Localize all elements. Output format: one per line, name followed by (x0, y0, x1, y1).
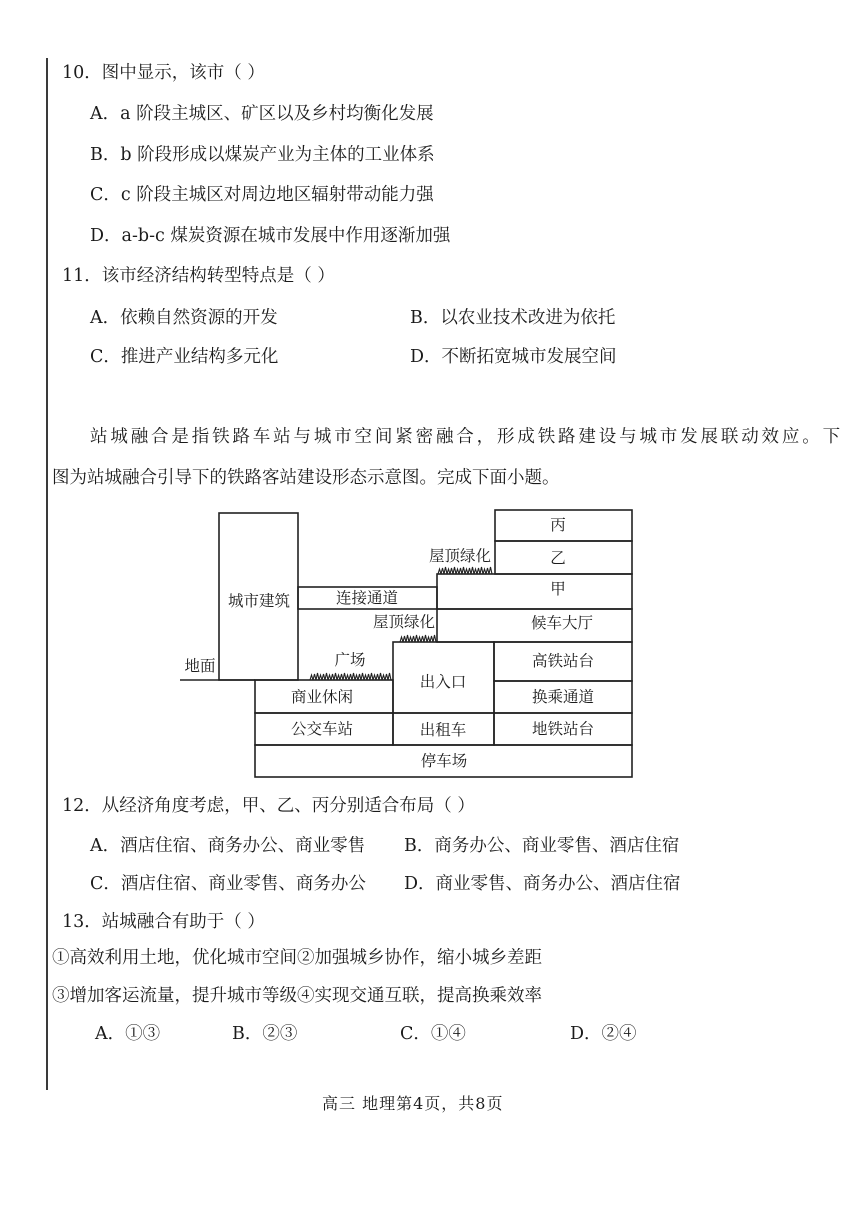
q11-option-b: B．以农业技术改进为依托 (410, 308, 616, 328)
q12-option-c: C．酒店住宿、商业零售、商务办公 (90, 874, 366, 894)
q12-stem: 12．从经济角度考虑，甲、乙、丙分别适合布局（ ） (62, 796, 475, 816)
page-footer: 高三 地理第4页，共8页 (322, 1094, 504, 1113)
metro-platform-label: 地铁站台 (531, 720, 595, 738)
plaza-label: 广场 (334, 651, 366, 669)
yi-label: 乙 (550, 549, 566, 567)
q12-option-b: B．商务办公、商业零售、酒店住宿 (404, 836, 680, 856)
roof-green-lower-grass (400, 635, 436, 642)
ground-label: 地面 (184, 657, 216, 675)
q13-stem: 13．站城融合有助于（ ） (62, 912, 265, 932)
q13-statement-3: ③增加客运流量，提升城市等级 (52, 986, 297, 1006)
passage-line-1: 站城融合是指铁路车站与城市空间紧密融合，形成铁路建设与城市发展联动效应。下 (90, 427, 843, 447)
q13-statement-1: ①高效利用土地，优化城市空间 (52, 948, 297, 968)
q13-statement-row-1 (52, 946, 542, 970)
bing-label: 丙 (550, 516, 566, 534)
q13-option-a: A．①③ (95, 1024, 161, 1044)
q11-stem: 11．该市经济结构转型特点是（ ） (62, 266, 335, 286)
roof-green-lower-label: 屋顶绿化 (372, 613, 436, 631)
q12-option-d: D．商业零售、商务办公、酒店住宿 (404, 874, 681, 894)
passage-line-2: 图为站城融合引导下的铁路客站建设形态示意图。完成下面小题。 (52, 468, 560, 488)
city-building-label: 城市建筑 (227, 592, 291, 610)
transfer-passage-label: 换乘通道 (531, 688, 595, 706)
jia-block (437, 574, 632, 609)
q13-statement-row-2 (52, 984, 542, 1008)
waiting-hall-label: 候车大厅 (530, 614, 594, 632)
q11-option-a: A．依赖自然资源的开发 (90, 308, 278, 328)
roof-green-upper-label: 屋顶绿化 (428, 547, 492, 565)
q13-option-b: B．②③ (232, 1024, 298, 1044)
bus-station-label: 公交车站 (290, 720, 354, 738)
q13-statement-4: ④实现交通互联，提高换乘效率 (297, 986, 542, 1006)
plaza-grass (310, 673, 391, 680)
commercial-leisure-label: 商业休闲 (290, 688, 354, 706)
connecting-passage-label: 连接通道 (335, 589, 399, 607)
jia-label: 甲 (550, 580, 566, 598)
q10-option-d: D．a-b-c 煤炭资源在城市发展中作用逐渐加强 (90, 226, 451, 246)
q10-option-c: C．c 阶段主城区对周边地区辐射带动能力强 (90, 185, 434, 205)
q10-stem: 10．图中显示，该市（ ） (62, 63, 265, 83)
left-margin-rule (46, 58, 48, 1090)
roof-green-upper-grass (438, 567, 492, 574)
q10-option-a: A．a 阶段主城区、矿区以及乡村均衡化发展 (90, 104, 434, 124)
hsr-platform-label: 高铁站台 (531, 652, 595, 670)
q10-option-b: B．b 阶段形成以煤炭产业为主体的工业体系 (90, 145, 435, 165)
parking-label: 停车场 (420, 752, 468, 770)
q13-option-d: D．②④ (570, 1024, 637, 1044)
q11-option-c: C．推进产业结构多元化 (90, 347, 279, 367)
q13-option-c: C．①④ (400, 1024, 466, 1044)
q11-option-d: D．不断拓宽城市发展空间 (410, 347, 617, 367)
q12-option-a: A．酒店住宿、商务办公、商业零售 (90, 836, 366, 856)
q13-statement-2: ②加强城乡协作，缩小城乡差距 (297, 948, 542, 968)
entrance-label: 出入口 (419, 673, 467, 691)
taxi-label: 出租车 (419, 721, 467, 739)
station-city-diagram (170, 500, 650, 785)
